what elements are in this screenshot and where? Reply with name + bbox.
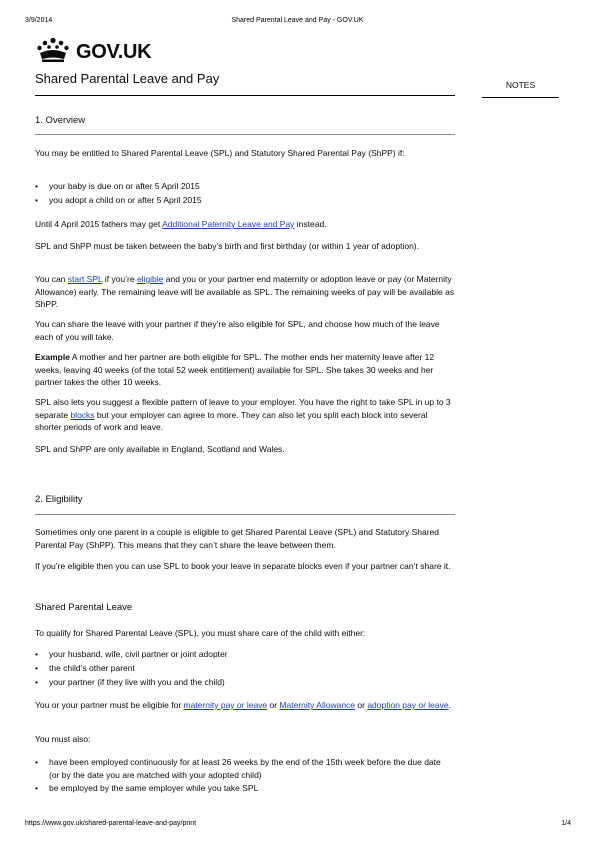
subheading-shared-parental-leave: Shared Parental Leave [35, 602, 133, 613]
page-number: 1/4 [561, 820, 571, 827]
blocks-link[interactable]: blocks [70, 409, 95, 420]
overview-paragraph: SPL and ShPP are only available in England, Scotland and Wales. [35, 444, 285, 454]
eligibility-paragraph: If you’re eligible then you can use SPL to book your leave in separate blocks even if your partner can’t share it. [35, 561, 451, 571]
overview-paragraph: Until 4 April 2015 fathers may get Additional Paternity Leave and Pay instead. [35, 219, 327, 229]
section-heading-overview: 1. Overview [35, 115, 86, 126]
adoption-pay-link[interactable]: adoption pay or leave [367, 700, 449, 710]
print-title: Shared Parental Leave and Pay - GOV.UK [231, 17, 364, 24]
title-divider [35, 95, 455, 96]
start-spl-link[interactable]: start SPL [67, 274, 103, 284]
bullet-icon: • [35, 677, 38, 687]
print-date: 3/9/2014 [25, 17, 53, 24]
bullet-icon: • [35, 649, 38, 659]
section-divider [35, 514, 455, 515]
eligible-link[interactable]: eligible [136, 274, 164, 284]
example-paragraph: Example A mother and her partner are both eligible for SPL. The mother ends her maternity leave after 12 weeks, leaving 40 weeks (of the total 52 week entitlement) available for SPL. She takes 30 weeks and her partner takes the other 10 weeks. [35, 352, 435, 387]
eligibility-paragraph: You must also: [35, 734, 91, 744]
eligibility-paragraph: Sometimes only one parent in a couple is eligible to get Shared Parental Leave (SPL) and Statutory Shared Parental Pay (ShPP). This means that they can’t share the leave between them. [35, 527, 439, 550]
logo-text: GOV.UK [76, 41, 152, 63]
govuk-logo[interactable] [36, 37, 151, 68]
bullet-icon: • [35, 757, 38, 767]
bullet-icon: • [35, 663, 38, 673]
overview-paragraph: You can share the leave with your partner if they’re also eligible for SPL, and choose how much of the leave each of you will take. [35, 319, 440, 342]
section-divider [35, 134, 455, 135]
maternity-allowance-link[interactable]: Maternity Allowance [279, 700, 356, 710]
bullet-icon: • [35, 783, 38, 793]
eligibility-paragraph: You or your partner must be eligible for maternity pay or leave or Maternity Allowance or adoption pay or leave. [35, 700, 451, 710]
maternity-pay-link[interactable]: maternity pay or leave [183, 700, 268, 710]
eligibility-paragraph: To qualify for Shared Parental Leave (SPL), you must share care of the child with either: [35, 628, 366, 638]
section-heading-eligibility: 2. Eligibility [35, 494, 83, 505]
print-url: https://www.gov.uk/shared-parental-leave-and-pay/print [25, 820, 197, 827]
overview-paragraph: You may be entitled to Shared Parental Leave (SPL) and Statutory Shared Parental Pay (ShPP) if: [35, 148, 405, 158]
crown-icon [36, 37, 70, 68]
notes-divider [482, 97, 559, 98]
bullet-icon: • [35, 195, 38, 205]
page-title: Shared Parental Leave and Pay [35, 71, 220, 86]
additional-paternity-link[interactable]: Additional Paternity Leave and Pay [162, 219, 295, 229]
notes-label: NOTES [505, 80, 536, 90]
bullet-icon: • [35, 181, 38, 191]
overview-paragraph: SPL and ShPP must be taken between the baby’s birth and first birthday (or within 1 year of adoption). [35, 241, 419, 251]
overview-paragraph: SPL also lets you suggest a flexible pattern of leave to your employer. You have the right to take SPL in up to 3 separate blocks but your employer can agree to more. They can also let you split each block into several shorter periods of work and leave. [35, 397, 451, 432]
overview-paragraph: You can start SPL if you’re eligible and you or your partner end maternity or adoption leave or pay (or Maternity Allowance) early. The remaining leave will be available as SPL. The remaining weeks of pay will be available as ShPP. [35, 274, 455, 309]
